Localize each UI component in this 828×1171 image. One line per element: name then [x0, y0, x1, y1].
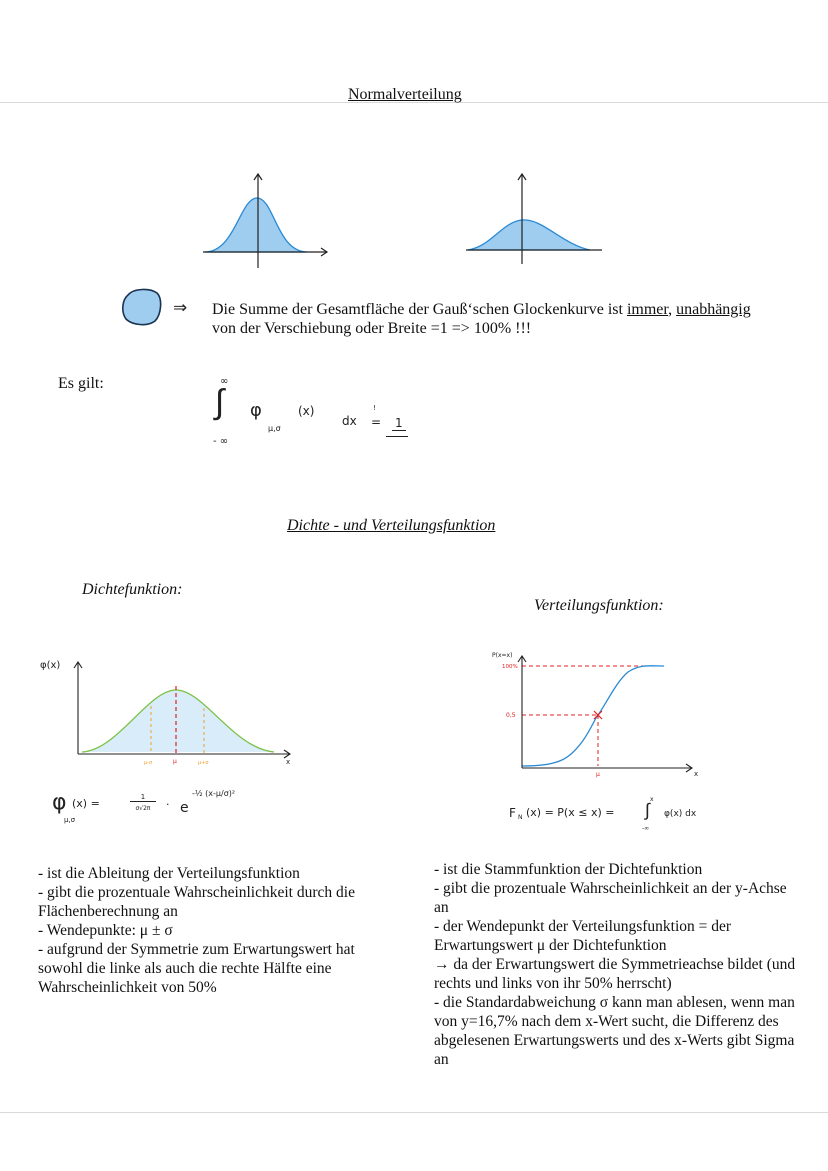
summary-text-1: Die Summe der Gesamtfläche der Gauß‘schen Glockenkurve ist	[212, 301, 627, 318]
es-gilt-label: Es gilt:	[58, 375, 104, 392]
dichte-x-label: x	[286, 758, 291, 766]
integral-upper-limit: ∞	[220, 376, 229, 387]
result-one: 1	[392, 416, 406, 431]
area-blob-icon	[120, 287, 164, 327]
page-title: Normalverteilung	[348, 86, 462, 103]
footer-rule	[0, 1112, 828, 1113]
dichte-tick-plus: μ+σ	[198, 760, 209, 766]
dichte-tick-minus: μ-σ	[144, 760, 153, 766]
summary-unabhaengig: unabhängig	[676, 301, 751, 318]
dichte-heading: Dichtefunktion:	[82, 581, 183, 598]
verteilung-graph	[488, 648, 708, 780]
dichte-frac-den: σ√2π	[135, 805, 151, 812]
section-title: Dichte - und Verteilungsfunktion	[287, 517, 496, 534]
dichte-bullet-list: - ist die Ableitung der Verteilungsfunktion - gibt die prozentuale Wahrscheinlichkeit durch die Flächenberechnung an - Wendepunkte: μ ± σ - aufgrund der Symmetrie zum Erwartungswert hat sowohl die linke als auch die rechte Hälfte eine Wahrscheinlichkeit von 50%	[38, 865, 355, 996]
verteilung-tick-half: 0,5	[506, 712, 516, 719]
implies-arrow-icon: ⇒	[173, 298, 188, 318]
summary-comma: ,	[668, 301, 677, 318]
dichte-formula-sub: μ,σ	[64, 816, 76, 824]
verteilung-tick-100: 100%	[502, 664, 518, 670]
narrow-bell-curve-sketch	[195, 168, 345, 273]
dichte-exponent: -½ (x-μ/σ)²	[192, 789, 236, 798]
verteilung-lower-limit: -∞	[642, 825, 650, 832]
dichte-exp-base: e	[180, 800, 189, 816]
wide-bell-curve-sketch	[462, 170, 612, 270]
excl-mark: !	[373, 404, 376, 412]
verteilung-formula-sub: N	[518, 814, 523, 821]
equals-sign: =	[371, 415, 382, 429]
dichte-y-label: φ(x)	[40, 660, 61, 671]
integral-lower-limit: - ∞	[213, 436, 229, 447]
summary-statement	[212, 300, 802, 338]
dichte-dot: ·	[166, 798, 170, 811]
verteilung-bullet-list: - ist die Stammfunktion der Dichtefunktion - gibt die prozentuale Wahrscheinlichkeit an der y-Achse an - der Wendepunkt der Verteilungsfunktion = der Erwartungswert μ der Dichtefunktion → da der Erwartungswert die Symmetrieachse bildet (und rechts und links von ihr 50% herrscht) - die Standardabweichung σ kann man ablesen, wenn man von y=16,7% nach dem x-Wert sucht, die Differenz des abgelesenen Erwartungswerts und des x-Werts gibt Sigma an	[434, 861, 796, 1068]
dichte-tick-mu: μ	[173, 758, 177, 765]
double-underline	[386, 436, 408, 437]
dx-label: dx	[342, 414, 357, 428]
phi-subscript: μ,σ	[268, 424, 281, 433]
dichte-frac-num: 1	[130, 793, 156, 802]
dichte-graph	[38, 650, 300, 770]
phi-symbol: φ	[250, 400, 262, 421]
verteilung-integrand: φ(x) dx	[664, 809, 697, 819]
verteilung-tick-mu: μ	[596, 771, 600, 778]
verteilung-formula-mid: (x) = P(x ≤ x) =	[526, 806, 615, 819]
integral-sign: ∫	[215, 382, 225, 422]
summary-immer: immer	[626, 301, 669, 318]
verteilung-y-label: P(x=x)	[492, 652, 513, 659]
phi-argument: (x)	[298, 404, 315, 418]
verteilung-upper-limit: x	[650, 796, 654, 803]
verteilung-x-label: x	[694, 770, 699, 778]
dichte-formula-arg: (x) =	[72, 797, 100, 810]
verteilung-integral-sign: ∫	[645, 800, 650, 821]
summary-text-2: von der Verschiebung oder Breite =1 => 100% !!!	[212, 320, 532, 337]
verteilung-formula-f: F	[509, 806, 516, 820]
dichte-formula-phi: φ	[52, 790, 67, 815]
verteilung-heading: Verteilungsfunktion:	[534, 597, 664, 614]
